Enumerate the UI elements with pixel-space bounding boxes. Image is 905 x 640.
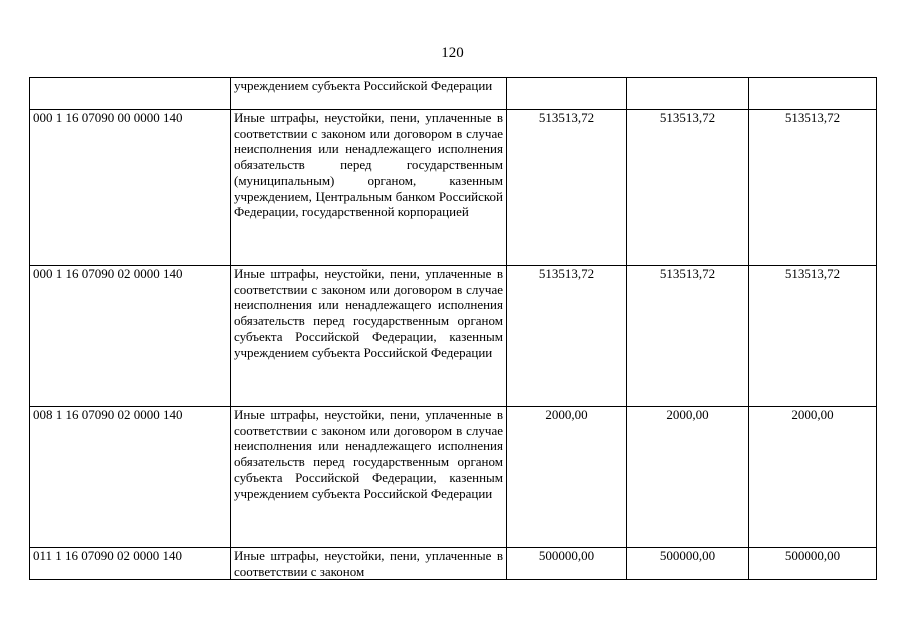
cell-value-1: 2000,00 — [507, 407, 627, 548]
cell-code: 011 1 16 07090 02 0000 140 — [30, 548, 231, 580]
cell-code: 000 1 16 07090 02 0000 140 — [30, 266, 231, 407]
cell-value-3: 2000,00 — [749, 407, 877, 548]
cell-value-3: 500000,00 — [749, 548, 877, 580]
cell-name: учреждением субъекта Российской Федерации — [231, 78, 507, 110]
table-row — [30, 548, 877, 580]
table-row — [30, 407, 877, 548]
cell-value-2: 2000,00 — [627, 407, 749, 548]
cell-value-3: 513513,72 — [749, 266, 877, 407]
cell-value-1: 513513,72 — [507, 110, 627, 266]
cell-code — [30, 78, 231, 110]
cell-value-2: 513513,72 — [627, 266, 749, 407]
table-row — [30, 266, 877, 407]
cell-name: Иные штрафы, неустойки, пени, уплаченные в соответствии с законом или договором в случае неисполнения или ненадлежащего исполнения обязательств перед государственным органом субъекта Российской Федерации, казенным учреждением субъекта Российской Федерации — [231, 407, 507, 548]
cell-code: 008 1 16 07090 02 0000 140 — [30, 407, 231, 548]
cell-value-3: 513513,72 — [749, 110, 877, 266]
page-number: 120 — [441, 45, 464, 61]
cell-code: 000 1 16 07090 00 0000 140 — [30, 110, 231, 266]
cell-value-1 — [507, 78, 627, 110]
table-row — [30, 110, 877, 266]
cell-value-2 — [627, 78, 749, 110]
cell-value-2: 500000,00 — [627, 548, 749, 580]
cell-name: Иные штрафы, неустойки, пени, уплаченные в соответствии с законом — [231, 548, 507, 580]
cell-value-3 — [749, 78, 877, 110]
cell-name: Иные штрафы, неустойки, пени, уплаченные в соответствии с законом или договором в случае неисполнения или ненадлежащего исполнения обязательств перед государственным (муниципальным) органом, казенным учреждением, Центральным банком Российской Федерации, государственной корпорацией — [231, 110, 507, 266]
budget-revenue-table — [29, 77, 877, 580]
table-row-continuation — [30, 78, 877, 110]
cell-value-1: 513513,72 — [507, 266, 627, 407]
cell-name: Иные штрафы, неустойки, пени, уплаченные в соответствии с законом или договором в случае неисполнения или ненадлежащего исполнения обязательств перед государственным органом субъекта Российской Федерации, казенным учреждением субъекта Российской Федерации — [231, 266, 507, 407]
cell-value-1: 500000,00 — [507, 548, 627, 580]
cell-value-2: 513513,72 — [627, 110, 749, 266]
